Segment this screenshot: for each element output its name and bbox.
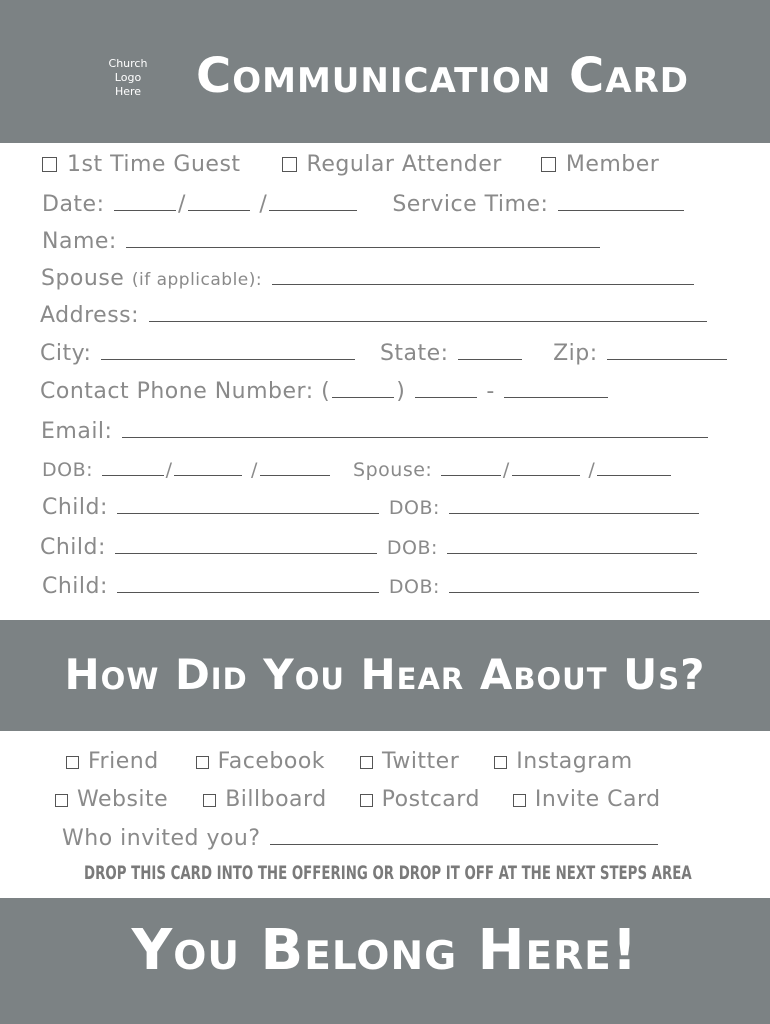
spouse-field[interactable] (272, 283, 694, 285)
date-separator: / (259, 192, 268, 217)
child-row (40, 535, 699, 560)
option-label: Website (77, 787, 169, 812)
zip-field[interactable] (607, 358, 727, 360)
date-label: Date: (42, 192, 105, 217)
date-year-field[interactable] (269, 209, 357, 211)
dob-label: DOB: (42, 459, 94, 481)
spouse-dob-year-field[interactable] (597, 474, 671, 476)
who-invited-row (62, 826, 660, 851)
child-label: Child: (42, 574, 108, 599)
email-label: Email: (41, 419, 113, 444)
who-invited-field[interactable] (270, 843, 658, 845)
date-month-field[interactable] (114, 209, 176, 211)
postcard-option[interactable] (360, 787, 480, 812)
spouse-dob-month-field[interactable] (441, 474, 501, 476)
spouse-note: (if applicable): (131, 270, 263, 290)
checkbox[interactable] (66, 756, 79, 769)
checkbox[interactable] (360, 794, 373, 807)
address-row (40, 303, 709, 328)
friend-option[interactable] (66, 749, 159, 774)
name-field[interactable] (126, 246, 600, 248)
first-time-guest-option[interactable] (42, 152, 241, 177)
checkbox[interactable] (55, 794, 68, 807)
facebook-option[interactable] (196, 749, 325, 774)
spouse-dob-label: Spouse: (353, 459, 433, 481)
phone-prefix-field[interactable] (415, 396, 477, 398)
drop-card-instructions: DROP THIS CARD INTO THE OFFERING OR DROP IT OFF AT THE NEXT STEPS AREA (84, 862, 692, 884)
date-row (42, 192, 686, 217)
you-belong-here-title: You Belong Here! (131, 918, 639, 983)
child-dob-label: DOB: (386, 537, 438, 559)
phone-line-field[interactable] (504, 396, 608, 398)
dob-day-field[interactable] (174, 474, 242, 476)
date-separator: / (178, 192, 186, 217)
child-name-field[interactable] (117, 591, 379, 593)
checkbox[interactable] (42, 157, 57, 172)
city-row (40, 341, 729, 366)
card-title: Communication Card (196, 48, 689, 104)
dob-month-field[interactable] (102, 474, 164, 476)
email-field[interactable] (122, 436, 708, 438)
twitter-option[interactable] (360, 749, 459, 774)
state-field[interactable] (458, 358, 522, 360)
child-dob-label: DOB: (388, 497, 440, 519)
option-label: Invite Card (534, 787, 661, 812)
dob-row (42, 459, 673, 481)
source-options-row (66, 749, 633, 774)
billboard-option[interactable] (203, 787, 326, 812)
phone-paren: ) (396, 379, 406, 404)
date-separator: / (588, 459, 596, 481)
child-dob-field[interactable] (449, 591, 699, 593)
how-did-you-hear-title: How Did You Hear About Us? (64, 650, 706, 699)
checkbox[interactable] (360, 756, 373, 769)
child-dob-field[interactable] (447, 552, 697, 554)
option-label: Facebook (217, 749, 326, 774)
date-separator: / (165, 459, 173, 481)
child-dob-field[interactable] (449, 512, 699, 514)
church-logo-placeholder (96, 57, 160, 99)
option-label: Friend (88, 749, 159, 774)
checkbox[interactable] (513, 794, 526, 807)
child-row (42, 574, 701, 599)
checkbox[interactable] (282, 157, 297, 172)
option-label: Instagram (516, 749, 633, 774)
spouse-dob-day-field[interactable] (512, 474, 580, 476)
attendance-row (42, 152, 659, 177)
date-separator: / (502, 459, 510, 481)
who-invited-label: Who invited you? (62, 826, 261, 851)
name-label: Name: (42, 229, 117, 254)
spouse-row (41, 266, 696, 291)
state-label: State: (379, 341, 449, 366)
phone-dash: - (486, 379, 495, 404)
city-label: City: (40, 341, 92, 366)
address-label: Address: (40, 303, 140, 328)
child-dob-label: DOB: (388, 576, 440, 598)
zip-label: Zip: (553, 341, 598, 366)
dob-year-field[interactable] (260, 474, 330, 476)
regular-attender-option[interactable] (282, 152, 502, 177)
checkbox[interactable] (494, 756, 507, 769)
city-field[interactable] (101, 358, 355, 360)
logo-line: Church (108, 57, 148, 70)
address-field[interactable] (149, 320, 707, 322)
child-name-field[interactable] (115, 552, 377, 554)
logo-line: Here (114, 85, 142, 98)
option-label: Postcard (381, 787, 480, 812)
footer-band (0, 898, 770, 1024)
child-label: Child: (40, 535, 106, 560)
email-row (41, 419, 710, 444)
phone-label: Contact Phone Number: ( (40, 379, 331, 404)
regular-attender-label: Regular Attender (306, 152, 502, 177)
service-time-label: Service Time: (392, 192, 549, 217)
checkbox[interactable] (196, 756, 209, 769)
logo-line: Logo (114, 71, 142, 84)
invite-card-option[interactable] (513, 787, 661, 812)
instagram-option[interactable] (494, 749, 632, 774)
how-did-you-hear-band (0, 620, 770, 731)
child-label: Child: (42, 495, 108, 520)
option-label: Billboard (225, 787, 327, 812)
header-band (0, 0, 770, 143)
service-time-field[interactable] (558, 209, 684, 211)
member-option[interactable] (541, 152, 660, 177)
website-option[interactable] (55, 787, 168, 812)
member-label: Member (565, 152, 660, 177)
checkbox[interactable] (541, 157, 556, 172)
phone-row (40, 379, 610, 404)
option-label: Twitter (382, 749, 460, 774)
date-separator: / (251, 459, 258, 481)
checkbox[interactable] (203, 794, 216, 807)
first-time-guest-label: 1st Time Guest (67, 152, 241, 177)
name-row (42, 229, 602, 254)
child-name-field[interactable] (117, 512, 379, 514)
date-day-field[interactable] (188, 209, 250, 211)
spouse-label: Spouse (41, 266, 125, 291)
child-row (42, 495, 701, 520)
source-options-row (55, 787, 661, 812)
phone-area-code-field[interactable] (332, 396, 394, 398)
